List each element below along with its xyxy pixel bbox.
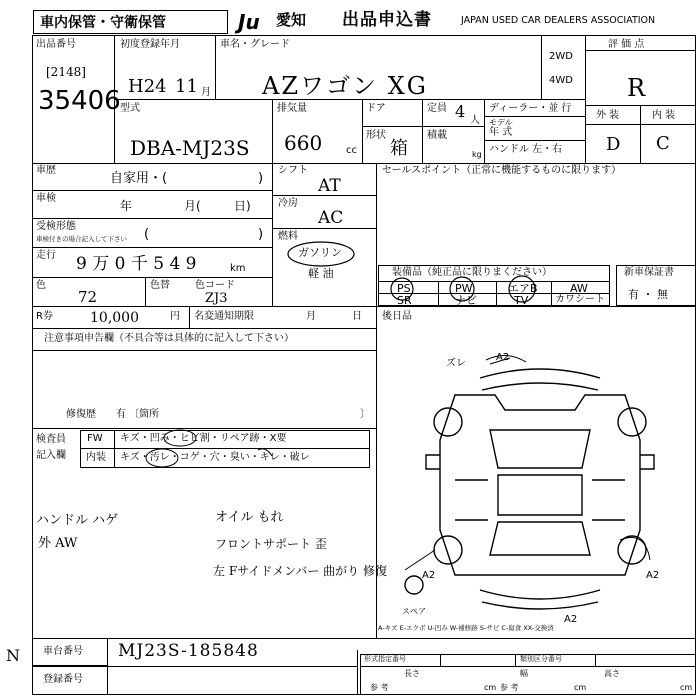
mark-zure: ズレ [446,358,466,369]
inspector-ext-label: FW [87,433,103,444]
lot-sub-number: [2148] [46,65,86,79]
drive-2wd: 2WD [549,51,573,62]
rear-seat-label: 後日品 [382,311,412,322]
cm-3: cm [680,683,693,692]
equip-sr: SR [397,294,412,307]
load-unit: kg [472,150,482,159]
equip-cushion: カワシート [555,294,605,305]
receive-label: 受検形態 [36,221,76,232]
inspection-date: 日) [234,199,251,213]
sales-point-label: セールスポイント（正常に機能するものに限ります） [382,165,622,176]
color-code-value: ZJ3 [205,291,228,306]
inspector-label-2: 記入欄 [36,450,66,461]
dealer-model-label: モデル [489,118,513,127]
registration-label-box [32,666,108,695]
org-name: 愛知 [276,11,307,29]
fuel-value: ガソリン [298,246,342,259]
dealer-label: ディーラー・並 行 [489,103,572,114]
equipment-circles [378,276,610,306]
storage-title-box [33,10,228,34]
receive-close: ) [258,227,264,242]
recycle-value: 10,000 [90,310,139,326]
shape-label: 形状 [366,130,386,141]
cm-2: cm [574,683,587,692]
inspection-month: 月( [184,199,201,213]
mark-a2-rear: A2 [564,614,578,625]
aircon-label: 冷房 [278,198,298,209]
class-label: 類別区分番号 [520,655,562,663]
mileage-unit: km [230,263,246,274]
registration-label: 登録番号 [43,674,83,685]
recycle-unit: 円 [170,311,180,322]
displacement-value: 660 [284,131,323,155]
equip-aw: AW [570,282,588,295]
fuel-label: 燃料 [278,231,298,242]
equip-ps: PS [397,282,411,295]
inspection-year: 年 [120,199,133,213]
inspector-int-label: 内装 [86,452,106,463]
mark-a2-right: A2 [646,570,660,581]
inspector-label-1: 検査員 [36,434,66,445]
first-reg-label: 初度登録年月 [120,39,180,50]
mark-a2-left: A2 [422,570,436,581]
color-label: 色 [36,280,46,291]
car-diagram [400,350,680,625]
ju-logo [238,10,260,34]
note-oil: オイル もれ [215,510,284,525]
chassis-value: MJ23S-185848 [118,641,259,661]
chassis-label: 車台番号 [43,646,83,657]
fuel-option-diesel: 軽 油 [308,267,334,280]
notes-label: 注意事項申告欄（不具合等は具体的に記入して下さい） [44,333,294,344]
inspector-int-items: キズ・汚レ・コゲ・穴・臭い・キレ・破レ [120,452,310,463]
warranty-value: 有 ・ 無 [628,288,668,301]
color-code-label: 色コード [195,280,235,291]
margin-n-mark: N [6,646,20,665]
interior-rating: C [656,133,670,154]
rating-score: R [627,74,646,102]
lot-number: 35406 [38,86,121,116]
height-label: 高さ [604,669,620,678]
note-side-member: 左 Fサイドメンバー 曲がり 修復 [213,564,387,578]
handle-label: ハンドル 左・右 [489,144,563,155]
note-front-support: フロントサポート 歪 [215,537,327,551]
first-reg-year: H24 [128,76,167,97]
cm-1: cm [484,683,497,692]
shift-label: シフト [278,165,308,176]
capacity-label: 定員 [427,103,447,114]
association-name: JAPAN USED CAR DEALERS ASSOCIATION [461,15,656,26]
load-label: 積載 [427,130,447,141]
drive-4wd: 4WD [549,75,573,86]
repair-close: 〕 [360,409,370,420]
equipment-label: 装備品（純正品に限りまください） [392,267,552,278]
deadline-month: 月 [306,311,316,322]
ref-2: 参 考 [500,683,519,692]
model-code-label: 型式 [120,103,140,114]
ref-1: 参 考 [370,683,389,692]
warranty-label: 新車保証書 [624,267,674,278]
inspection-label: 車検 [36,193,56,204]
first-reg-month: 11 [175,76,198,97]
shift-value: AT [318,176,341,196]
equip-airbag: エアB [508,282,538,295]
first-reg-month-unit: 月 [201,87,211,98]
damage-legend: A-キズ E-エクボ U-凹み W-補修跡 S-サビ C-腐食 XX-交換済 [378,624,554,632]
fuel-circle [286,240,356,270]
exterior-label: 外 装 [596,110,620,121]
mileage-value: 9 万 0 千 5 4 9 [76,254,197,274]
receive-note: 車検付きの場合記入して下さい [36,235,127,243]
width-label: 幅 [520,669,528,678]
equip-pw: PW [455,282,473,295]
storage-title: 車内保管・守衛保管 [40,15,166,31]
color-value: 72 [78,288,98,306]
history-label: 車歴 [36,165,56,176]
form-title: 出品申込書 [342,10,432,30]
lot-label: 出品番号 [36,39,76,50]
mark-a2-front: A2 [496,352,510,363]
door-label: ドア [366,103,386,114]
deadline-label: 名変通知期限 [194,311,254,322]
model-code-value: DBA-MJ23S [130,136,250,160]
model-name-label: 車名・グレード [220,39,290,50]
capacity-value: 4 [455,102,466,121]
note-handle: ハンドル ハゲ [36,513,119,528]
mileage-label: 走行 [36,250,56,261]
exterior-rating: D [606,134,621,155]
capacity-unit: 人 [470,115,480,126]
repair-label: 修復歴 [66,409,96,420]
spare-label: スペア [402,607,426,616]
chassis-label-box [32,638,108,666]
inspector-ext-items: キズ・凹み・ヒビ割・リペア跡・X要 [120,433,287,444]
receive-open: ( [144,227,150,242]
model-name-value: AZワゴン XG [262,72,428,100]
equip-tv: TV [514,294,529,307]
shape-value: 箱 [390,138,408,159]
rating-label: 評 価 点 [608,39,645,50]
history-close: ) [258,171,264,186]
type-cert-label: 形式指定番号 [364,655,406,663]
repair-value: 有 〔箇所 [116,409,160,420]
inspector-marks [140,428,340,468]
aircon-value: AC [318,208,344,228]
deadline-day: 日 [352,311,362,322]
recycle-label: R券 [36,311,53,322]
note-aw: 外 AW [38,536,78,551]
length-label: 長さ [404,669,420,678]
interior-label: 内 装 [652,110,676,121]
ju-logo-text: Ju [238,10,260,34]
displacement-label: 排気量 [277,103,307,114]
color-change-label: 色替 [150,280,170,291]
equip-navi: ナビ [455,294,477,307]
dealer-model-unit: 年 式 [489,127,513,138]
displacement-unit: cc [346,145,357,156]
history-value: 自家用・( [110,171,168,186]
